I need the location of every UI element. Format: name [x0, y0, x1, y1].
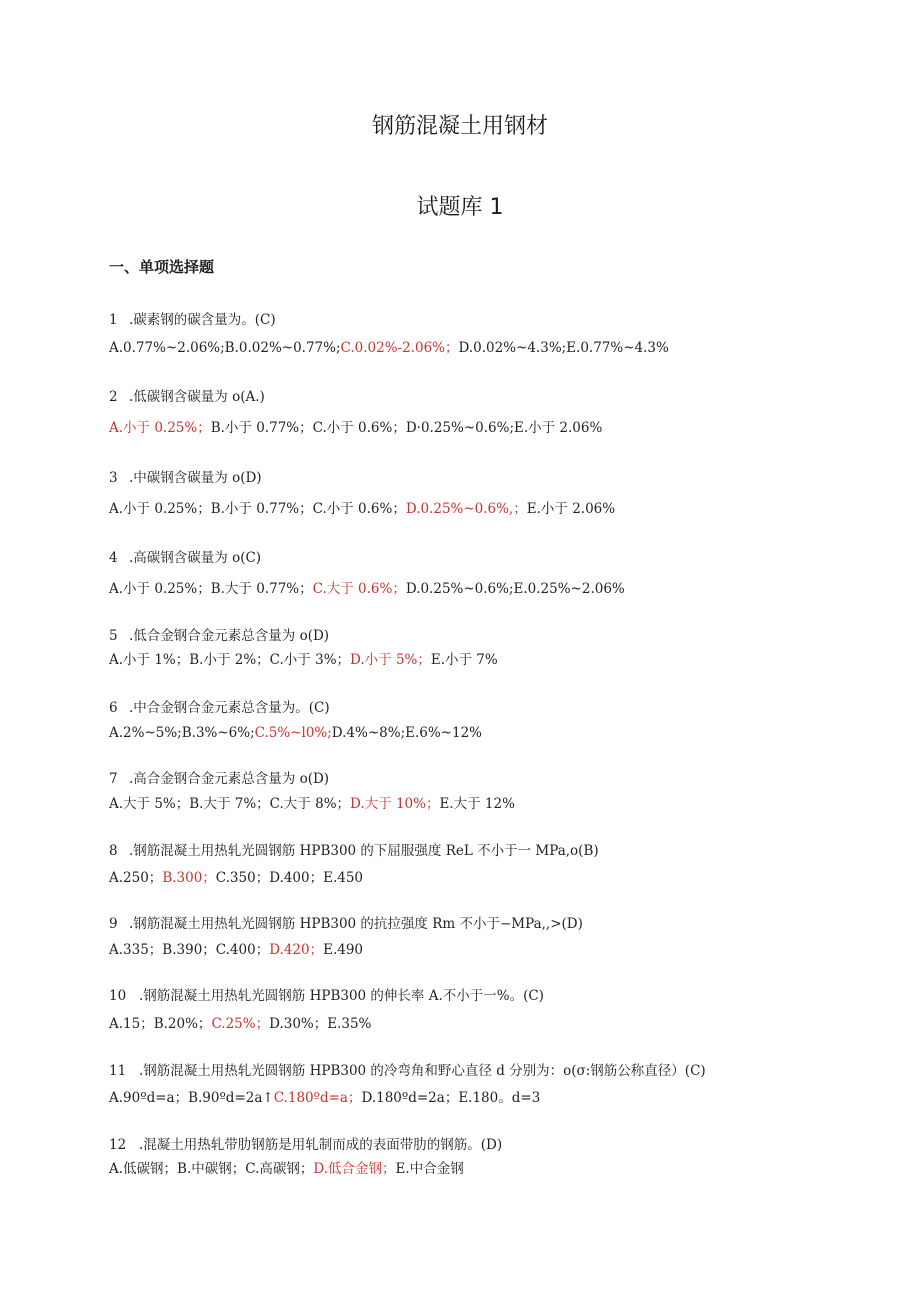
correct-answer: C.5%~l0%; — [254, 725, 332, 741]
option-text: A.2%~5%;B.3%~6%; — [109, 725, 255, 741]
option-text: A.15；B.20%； — [109, 1016, 212, 1032]
question-6 — [109, 699, 330, 717]
option-text: A.0.77%~2.06%;B.0.02%~0.77%; — [109, 340, 341, 356]
question-2 — [109, 388, 265, 406]
question-number: 6 — [109, 700, 118, 716]
option-text: D.0.02%~4.3%;E.0.77%~4.3% — [458, 340, 669, 356]
options-6 — [109, 724, 482, 742]
option-text: D.4%~8%;E.6%~12% — [331, 725, 483, 741]
correct-answer: D.420； — [269, 942, 324, 958]
section-heading: 一、单项选择题 — [109, 258, 215, 276]
correct-answer: D.低合金钢； — [313, 1161, 396, 1177]
option-text: A.335；B.390；C.400； — [109, 942, 270, 958]
correct-answer: D.小于 5%； — [350, 652, 431, 668]
question-number: 4 — [109, 550, 118, 566]
correct-answer: D.大于 10%； — [350, 796, 440, 812]
options-5 — [109, 651, 498, 669]
option-text: E.中合金钢 — [395, 1161, 464, 1177]
question-text: .钢筋混凝土用热轧光圆钢筋 HPB300 的抗拉强度 Rm 不小于−MPa,,>(D) — [129, 916, 583, 932]
question-number: 11 — [109, 1063, 127, 1079]
options-9 — [109, 941, 363, 959]
options-7 — [109, 795, 515, 813]
question-number: 12 — [109, 1137, 127, 1153]
option-text: E.小于 7% — [430, 652, 498, 668]
question-text: .低合金钢合金元素总含量为 o(D) — [129, 628, 330, 644]
options-10 — [109, 1015, 371, 1033]
options-4 — [109, 580, 625, 598]
options-3 — [109, 500, 615, 518]
question-text: .碳素钢的碳含量为。(C) — [129, 312, 276, 328]
question-text: .低碳钢含碳量为 o(A.) — [129, 389, 265, 405]
option-text: A.小于 0.25%；B.小于 0.77%；C.小于 0.6%； — [109, 501, 406, 517]
correct-answer: C.25%； — [211, 1016, 270, 1032]
question-number: 2 — [109, 389, 118, 405]
question-number: 7 — [109, 771, 118, 787]
question-9 — [109, 915, 583, 933]
question-12 — [109, 1136, 502, 1154]
question-text: .中合金钢合金元素总含量为。(C) — [129, 700, 330, 716]
question-number: 5 — [109, 628, 118, 644]
question-text: .钢筋混凝土用热轧光圆钢筋 HPB300 的伸长率 A.不小于一%。(C) — [139, 988, 544, 1004]
option-text: A.小于 1%；B.小于 2%；C.小于 3%； — [109, 652, 351, 668]
option-text: D.30%；E.35% — [269, 1016, 372, 1032]
option-text: B.小于 0.77%；C.小于 0.6%；D·0.25%~0.6%;E.小于 2.06% — [210, 420, 603, 436]
question-number: 10 — [109, 988, 127, 1004]
question-11 — [109, 1062, 706, 1080]
question-10 — [109, 987, 544, 1005]
question-number: 1 — [109, 312, 118, 328]
option-text: E.490 — [323, 942, 364, 958]
option-text: D.180ºd=2a；E.180。d=3 — [361, 1090, 541, 1106]
question-4 — [109, 549, 261, 567]
document-title: 钢筋混凝土用钢材 — [371, 114, 548, 139]
options-1 — [109, 339, 669, 357]
question-1 — [109, 311, 276, 329]
option-text: D.0.25%~0.6%;E.0.25%~2.06% — [405, 581, 625, 597]
option-text: A.250； — [109, 870, 163, 886]
question-7 — [109, 770, 329, 788]
options-2 — [109, 419, 602, 437]
option-text: A.大于 5%；B.大于 7%；C.大于 8%； — [109, 796, 351, 812]
question-number: 9 — [109, 916, 118, 932]
document-subtitle: 试题库 1 — [416, 195, 504, 220]
correct-answer: C.180ºd=a； — [273, 1090, 362, 1106]
option-text: C.350；D.400；E.450 — [215, 870, 364, 886]
options-8 — [109, 869, 363, 887]
question-number: 8 — [109, 843, 118, 859]
correct-answer: D.0.25%~0.6%,； — [405, 501, 527, 517]
options-11 — [109, 1089, 540, 1107]
options-12 — [109, 1160, 464, 1178]
option-text: A.90ºd=a；B.90ºd=2a↑ — [109, 1090, 274, 1106]
question-text: .高合金钢合金元素总含量为 o(D) — [129, 771, 330, 787]
question-text: .高碳钢含碳量为 o(C) — [129, 550, 262, 566]
correct-answer: C.大于 0.6%； — [312, 581, 406, 597]
question-3 — [109, 469, 262, 487]
option-text: A.小于 0.25%；B.大于 0.77%； — [109, 581, 313, 597]
question-5 — [109, 627, 329, 645]
correct-answer: C.0.02%-2.06%； — [340, 340, 459, 356]
option-text: E.大于 12% — [439, 796, 515, 812]
question-text: .钢筋混凝土用热轧光圆钢筋 HPB300 的冷弯角和野心直径 d 分别为：o(σ:钢筋公称直径）(C) — [139, 1063, 706, 1079]
correct-answer: B.300； — [162, 870, 216, 886]
correct-answer: A.小于 0.25%； — [109, 420, 211, 436]
question-8 — [109, 842, 599, 860]
question-number: 3 — [109, 470, 118, 486]
question-text: .混凝土用热轧带肋钢筋是用轧制而成的表面带肋的钢筋。(D) — [139, 1137, 503, 1153]
question-text: .中碳钢含碳量为 o(D) — [129, 470, 262, 486]
question-text: .钢筋混凝土用热轧光圆钢筋 HPB300 的下屈服强度 ReL 不小于一 MPa,o(B) — [129, 843, 599, 859]
option-text: A.低碳钢；B.中碳钢；C.高碳钢； — [109, 1161, 314, 1177]
option-text: E.小于 2.06% — [526, 501, 616, 517]
